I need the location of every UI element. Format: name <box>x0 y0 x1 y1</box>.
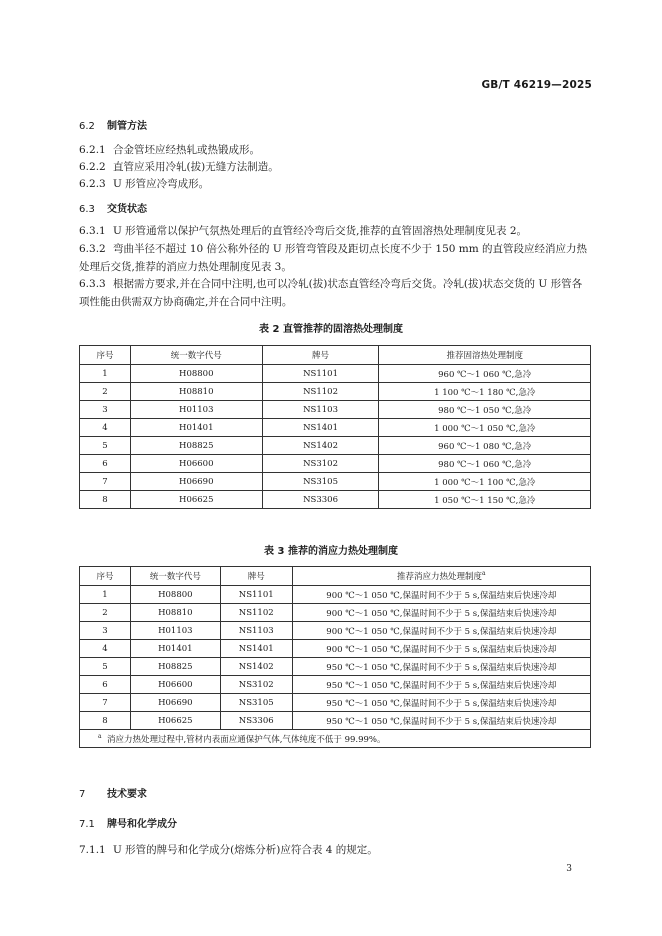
table-cell: 3 <box>80 622 131 640</box>
section-number: 6.2 <box>79 121 95 132</box>
table-cell: H06600 <box>130 455 262 473</box>
table-cell: NS3105 <box>262 473 379 491</box>
table-cell: 950 ℃～1 050 ℃,保温时间不少于 5 s,保温结束后快速冷却 <box>292 694 590 712</box>
column-header: 牌号 <box>262 346 379 365</box>
table-cell: H08800 <box>130 365 262 383</box>
clause-6-3-2 <box>79 241 591 276</box>
table-cell: NS3105 <box>220 694 292 712</box>
table-cell: NS1103 <box>262 401 379 419</box>
footnote-marker: a <box>482 570 486 578</box>
table-cell: 950 ℃～1 050 ℃,保温时间不少于 5 s,保温结束后快速冷却 <box>292 676 590 694</box>
table-cell: 1 000 ℃～1 100 ℃,急冷 <box>379 473 591 491</box>
table-cell: NS3102 <box>220 676 292 694</box>
table-row <box>80 491 591 509</box>
section-6-3-heading <box>79 202 147 217</box>
table-cell: 960 ℃～1 060 ℃,急冷 <box>379 365 591 383</box>
table-row <box>80 365 591 383</box>
table-cell: 980 ℃～1 050 ℃,急冷 <box>379 401 591 419</box>
table-cell: 900 ℃～1 050 ℃,保温时间不少于 5 s,保温结束后快速冷却 <box>292 640 590 658</box>
column-header: 牌号 <box>220 567 292 586</box>
table-cell: NS3306 <box>220 712 292 730</box>
table-row <box>80 712 591 730</box>
clause-text: 弯曲半径不超过 10 倍公称外径的 U 形管弯管段及距切点长度不少于 150 mm 的直管段应经消应力热处理后交货,推荐的消应力热处理制度见表 3。 <box>79 243 588 273</box>
table-cell: 3 <box>80 401 131 419</box>
table-3 <box>79 566 591 748</box>
section-number: 7.1 <box>79 819 95 830</box>
section-title: 制管方法 <box>107 121 147 132</box>
section-title: 牌号和化学成分 <box>107 819 177 830</box>
table-cell: NS1102 <box>220 604 292 622</box>
table-cell: NS1402 <box>262 437 379 455</box>
clause-6-2-1 <box>79 143 260 158</box>
table-cell: 980 ℃～1 060 ℃,急冷 <box>379 455 591 473</box>
table-cell: 5 <box>80 658 131 676</box>
table-cell: 7 <box>80 473 131 491</box>
table-cell: 900 ℃～1 050 ℃,保温时间不少于 5 s,保温结束后快速冷却 <box>292 604 590 622</box>
table-cell: NS1401 <box>262 419 379 437</box>
clause-text: 合金管坯应经热轧或热锻成形。 <box>113 144 260 156</box>
section-7-1-heading <box>79 817 177 832</box>
table-cell: 1 000 ℃～1 050 ℃,急冷 <box>379 419 591 437</box>
table-cell: H06625 <box>130 491 262 509</box>
table-cell: H08825 <box>130 437 262 455</box>
clause-6-2-3 <box>79 177 209 192</box>
clause-text: U 形管的牌号和化学成分(熔炼分析)应符合表 4 的规定。 <box>113 844 378 856</box>
table-cell: H08825 <box>130 658 220 676</box>
table-row <box>80 401 591 419</box>
table-cell: H08800 <box>130 586 220 604</box>
table-2-caption: 表 2 直管推荐的固溶热处理制度 <box>259 324 403 335</box>
clause-number: 6.2.3 <box>79 178 106 190</box>
table-row <box>80 437 591 455</box>
column-header: 序号 <box>80 346 131 365</box>
clause-text: U 形管通常以保护气氛热处理后的直管经冷弯后交货,推荐的直管固溶热处理制度见表 2。 <box>113 225 528 237</box>
table-row <box>80 473 591 491</box>
table-row <box>80 383 591 401</box>
table-row <box>80 586 591 604</box>
table-cell: 1 050 ℃～1 150 ℃,急冷 <box>379 491 591 509</box>
table-cell: 6 <box>80 455 131 473</box>
table-cell: 950 ℃～1 050 ℃,保温时间不少于 5 s,保温结束后快速冷却 <box>292 712 590 730</box>
clause-number: 7.1.1 <box>79 844 106 856</box>
table-row <box>80 640 591 658</box>
column-header: 序号 <box>80 567 131 586</box>
clause-number: 6.2.1 <box>79 144 106 156</box>
table-cell: NS1103 <box>220 622 292 640</box>
clause-7-1-1 <box>79 843 378 858</box>
column-header: 统一数字代号 <box>130 346 262 365</box>
table-cell: 4 <box>80 419 131 437</box>
section-6-2-heading <box>79 119 147 134</box>
column-header-text: 推荐消应力热处理制度 <box>397 572 483 582</box>
table-cell: 5 <box>80 437 131 455</box>
column-header: 推荐固溶热处理制度 <box>379 346 591 365</box>
column-header <box>292 567 590 586</box>
clause-number: 6.3.3 <box>79 278 106 290</box>
table-cell: H06625 <box>130 712 220 730</box>
section-title: 交货状态 <box>107 204 147 215</box>
table-cell: H06690 <box>130 694 220 712</box>
table-header-row <box>80 346 591 365</box>
clause-6-3-1 <box>79 223 591 241</box>
table-cell: NS1402 <box>220 658 292 676</box>
table-cell: 2 <box>80 383 131 401</box>
table-cell: NS1101 <box>220 586 292 604</box>
table-cell: H01401 <box>130 640 220 658</box>
table-cell: H06690 <box>130 473 262 491</box>
standard-code: GB/T 46219—2025 <box>481 79 592 91</box>
table-2 <box>79 345 591 509</box>
table-cell: 960 ℃～1 080 ℃,急冷 <box>379 437 591 455</box>
table-cell: NS3306 <box>262 491 379 509</box>
table-cell: H08810 <box>130 383 262 401</box>
section-number: 6.3 <box>79 204 95 215</box>
table-cell: H01103 <box>130 401 262 419</box>
column-header: 统一数字代号 <box>130 567 220 586</box>
section-title: 技术要求 <box>107 789 147 800</box>
table-cell: H08810 <box>130 604 220 622</box>
clause-6-3-3 <box>79 276 591 311</box>
table-cell: 6 <box>80 676 131 694</box>
section-7-heading <box>79 787 147 802</box>
table-cell: 950 ℃～1 050 ℃,保温时间不少于 5 s,保温结束后快速冷却 <box>292 658 590 676</box>
footnote-text: 消应力热处理过程中,管材内表面应通保护气体,气体纯度不低于 99.99%。 <box>106 734 386 745</box>
table-row <box>80 604 591 622</box>
table-cell: NS1102 <box>262 383 379 401</box>
clause-text: U 形管应冷弯成形。 <box>113 178 210 190</box>
clause-text: 直管应采用冷轧(拔)无缝方法制造。 <box>113 161 279 173</box>
table-cell: 8 <box>80 712 131 730</box>
table-row <box>80 622 591 640</box>
table-cell: NS1401 <box>220 640 292 658</box>
clause-text: 根据需方要求,并在合同中注明,也可以冷轧(拔)状态直管经冷弯后交货。冷轧(拔)状态交货的 U 形管各项性能由供需双方协商确定,并在合同中注明。 <box>79 278 583 308</box>
table-cell: 4 <box>80 640 131 658</box>
table-cell: 2 <box>80 604 131 622</box>
table-header-row <box>80 567 591 586</box>
table-row <box>80 658 591 676</box>
table-cell: 1 <box>80 365 131 383</box>
table-cell: 900 ℃～1 050 ℃,保温时间不少于 5 s,保温结束后快速冷却 <box>292 622 590 640</box>
table-row <box>80 419 591 437</box>
table-3-caption: 表 3 推荐的消应力热处理制度 <box>264 546 398 557</box>
table-footnote-row <box>80 730 591 748</box>
table-row <box>80 676 591 694</box>
table-cell: 900 ℃～1 050 ℃,保温时间不少于 5 s,保温结束后快速冷却 <box>292 586 590 604</box>
table-cell: 8 <box>80 491 131 509</box>
table-cell: H01401 <box>130 419 262 437</box>
section-number: 7 <box>79 789 86 800</box>
table-footnote <box>80 730 591 748</box>
clause-number: 6.2.2 <box>79 161 106 173</box>
table-cell: NS3102 <box>262 455 379 473</box>
table-cell: 1 <box>80 586 131 604</box>
clause-6-2-2 <box>79 160 279 175</box>
clause-number: 6.3.1 <box>79 225 106 237</box>
footnote-marker: a <box>98 732 102 740</box>
table-cell: NS1101 <box>262 365 379 383</box>
table-cell: H01103 <box>130 622 220 640</box>
table-cell: 7 <box>80 694 131 712</box>
clause-number: 6.3.2 <box>79 243 106 255</box>
page-number: 3 <box>566 864 572 874</box>
table-row <box>80 694 591 712</box>
table-cell: H06600 <box>130 676 220 694</box>
table-cell: 1 100 ℃～1 180 ℃,急冷 <box>379 383 591 401</box>
table-row <box>80 455 591 473</box>
